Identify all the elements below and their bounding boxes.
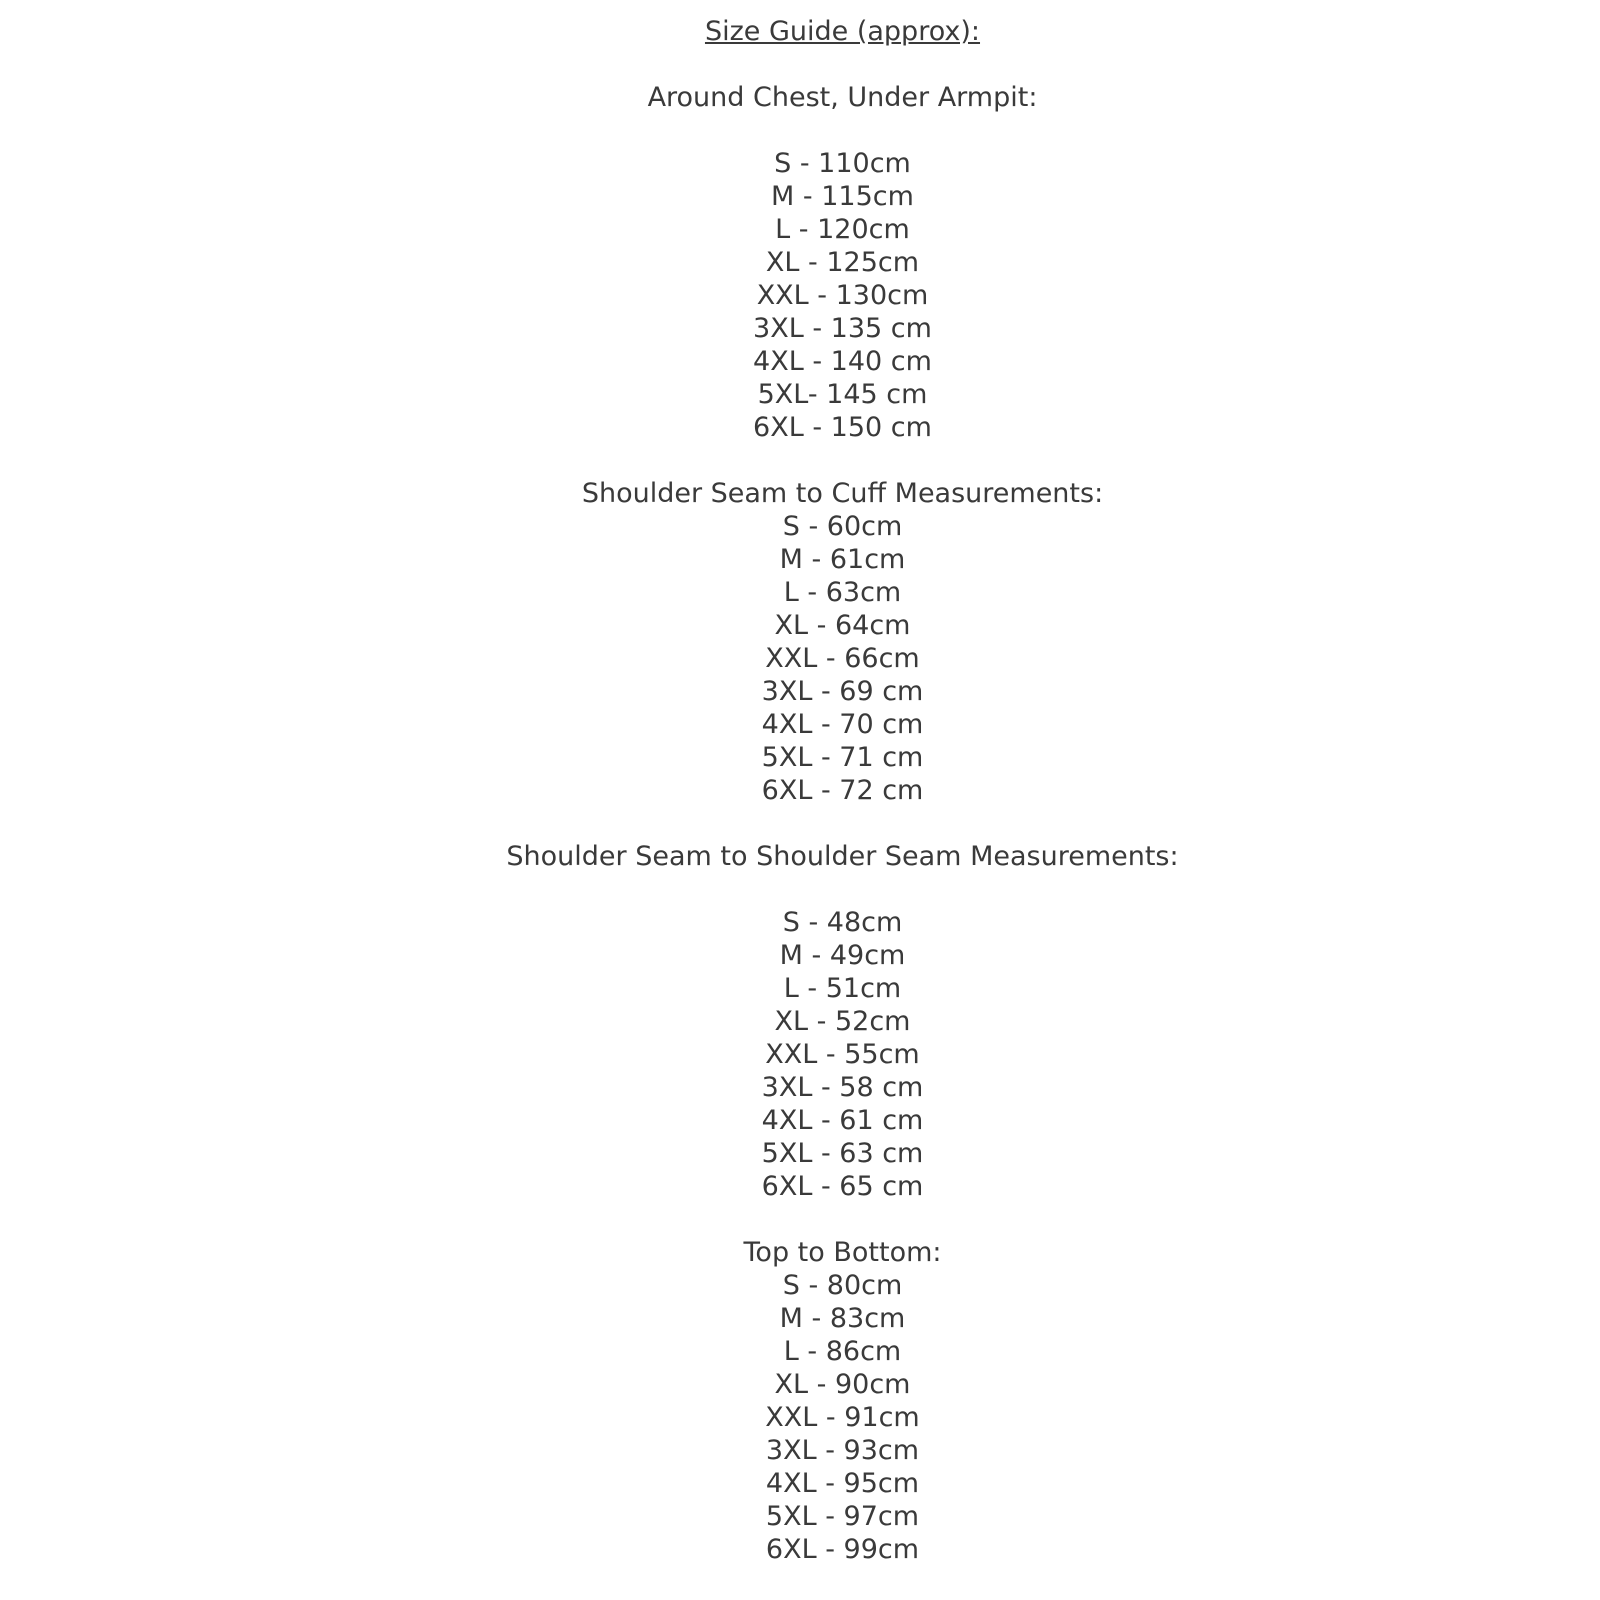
size-line: M - 49cm bbox=[779, 940, 906, 971]
size-guide-document bbox=[85, 0, 1600, 1566]
size-line: 4XL - 140 cm bbox=[753, 346, 932, 377]
spacer bbox=[85, 114, 1600, 147]
size-line: XXL - 130cm bbox=[756, 280, 929, 311]
size-line: S - 80cm bbox=[782, 1270, 903, 1301]
size-line: 3XL - 135 cm bbox=[753, 313, 932, 344]
section-heading-around-chest: Around Chest, Under Armpit: bbox=[647, 82, 1038, 113]
size-line: XL - 64cm bbox=[774, 610, 911, 641]
size-line: 6XL - 99cm bbox=[765, 1534, 920, 1565]
spacer bbox=[85, 873, 1600, 906]
size-line: 5XL - 97cm bbox=[765, 1501, 920, 1532]
size-line: XL - 52cm bbox=[774, 1006, 911, 1037]
section-heading-seam-to-seam: Shoulder Seam to Shoulder Seam Measurements: bbox=[506, 841, 1179, 872]
size-line: 4XL - 61 cm bbox=[761, 1105, 924, 1136]
spacer bbox=[85, 1203, 1600, 1236]
size-line: L - 51cm bbox=[783, 973, 902, 1004]
size-line: 4XL - 95cm bbox=[765, 1468, 920, 1499]
section-heading-seam-to-cuff: Shoulder Seam to Cuff Measurements: bbox=[581, 478, 1104, 509]
size-line: 3XL - 69 cm bbox=[761, 676, 924, 707]
page-title-line bbox=[85, 15, 1600, 48]
spacer bbox=[85, 807, 1600, 840]
size-line: XXL - 66cm bbox=[765, 643, 920, 674]
size-line: XXL - 91cm bbox=[765, 1402, 920, 1433]
spacer bbox=[85, 444, 1600, 477]
size-line: 6XL - 150 cm bbox=[753, 412, 932, 443]
size-line: S - 60cm bbox=[782, 511, 903, 542]
page-title: Size Guide (approx): bbox=[704, 16, 981, 47]
size-line: M - 83cm bbox=[779, 1303, 906, 1334]
size-line: S - 48cm bbox=[782, 907, 903, 938]
size-line: 5XL - 71 cm bbox=[761, 742, 924, 773]
size-line: L - 86cm bbox=[783, 1336, 902, 1367]
size-line: 3XL - 93cm bbox=[765, 1435, 920, 1466]
size-line: 6XL - 65 cm bbox=[761, 1171, 924, 1202]
size-line: 5XL - 63 cm bbox=[761, 1138, 924, 1169]
size-line: S - 110cm bbox=[774, 148, 911, 179]
size-line: 6XL - 72 cm bbox=[761, 775, 924, 806]
size-line: M - 115cm bbox=[771, 181, 914, 212]
size-line: 3XL - 58 cm bbox=[761, 1072, 924, 1103]
size-line: L - 63cm bbox=[783, 577, 902, 608]
size-line: 5XL- 145 cm bbox=[757, 379, 928, 410]
spacer bbox=[85, 48, 1600, 81]
size-line: L - 120cm bbox=[775, 214, 910, 245]
size-line: XL - 90cm bbox=[774, 1369, 911, 1400]
size-line: XL - 125cm bbox=[765, 247, 920, 278]
size-line: XXL - 55cm bbox=[765, 1039, 920, 1070]
size-line: M - 61cm bbox=[779, 544, 906, 575]
section-heading-top-to-bottom: Top to Bottom: bbox=[743, 1237, 942, 1268]
size-line: 4XL - 70 cm bbox=[761, 709, 924, 740]
